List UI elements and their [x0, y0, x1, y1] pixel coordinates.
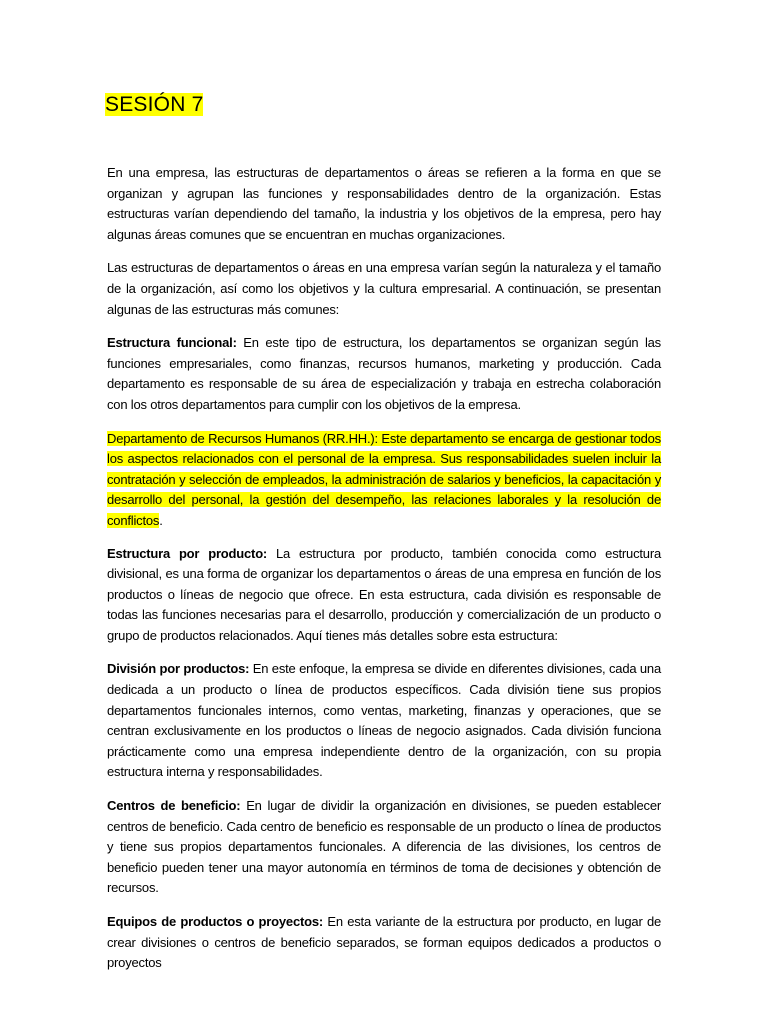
- paragraph-tail: .: [159, 512, 163, 528]
- highlighted-text: Departamento de Recursos Humanos (RR.HH.): Este departamento se encarga de gestionar todos los aspectos relacionados con el personal de la empresa. Sus responsabilidades suelen incluir la contratación y selección de empleados, la administración de salarios y beneficios, la capacitación y desarrollo del personal, la gestión del desempeño, las relaciones laborales y la resolución de conflictos: [107, 430, 661, 528]
- paragraph-lead: Estructura por producto:: [107, 545, 268, 561]
- paragraph-intro: [107, 163, 661, 245]
- paragraph-text: En una empresa, las estructuras de departamentos o áreas se refieren a la forma en que se organizan y agrupan las funciones y responsabilidades dentro de la organización. Estas estructuras varían dependiendo del tamaño, la industria y los objetivos de la empresa, pero hay algunas áreas comunes que se encuentran en muchas organizaciones.: [107, 165, 661, 242]
- paragraph-text: En este tipo de estructura, los departamentos se organizan según las funciones empresariales, como finanzas, recursos humanos, marketing y producción. Cada departamento es responsable de su área de especialización y trabaja en estrecha colaboración con los otros departamentos para cumplir con los objetivos de la empresa.: [107, 335, 661, 412]
- paragraph-lead: División por productos:: [107, 661, 250, 677]
- paragraph-text: La estructura por producto, también conocida como estructura divisional, es una forma de organizar los departamentos o áreas de una empresa en función de los productos o líneas de negocio que ofrece. En esta estructura, cada división es responsable de todas las funciones necesarias para el desarrollo, producción y comercialización de un producto o grupo de productos relacionados. Aquí tienes más detalles sobre esta estructura:: [107, 545, 661, 643]
- paragraph-lead: Centros de beneficio:: [107, 798, 241, 814]
- paragraph-text: En este enfoque, la empresa se divide en diferentes divisiones, cada una dedicada a un producto o línea de productos específicos. Cada división tiene sus propios departamentos funcionales internos, como ventas, marketing, finanzas y operaciones, que se centran exclusivamente en los productos o líneas de negocio asignados. Cada división funciona prácticamente como una empresa independiente dentro de la organización, con su propia estructura interna y responsabilidades.: [107, 661, 661, 780]
- paragraph-structures: [107, 258, 661, 320]
- paragraph-product-structure: [107, 544, 661, 647]
- paragraph-product-teams: [107, 912, 661, 974]
- paragraph-functional-structure: [107, 333, 661, 415]
- document-body: [107, 163, 661, 987]
- paragraph-hr-department: [107, 429, 661, 532]
- paragraph-lead: Equipos de productos o proyectos:: [107, 914, 324, 929]
- session-title-text: SESIÓN 7: [105, 93, 204, 116]
- paragraph-product-division: [107, 659, 661, 783]
- paragraph-text: En lugar de dividir la organización en divisiones, se pueden establecer centros de beneficio. Cada centro de beneficio es responsable de un producto o línea de productos y tiene sus propios departamentos funcionales. A diferencia de las divisiones, los centros de beneficio pueden tener una mayor autonomía en términos de toma de decisiones y obtención de recursos.: [107, 798, 661, 896]
- session-title: [105, 91, 203, 119]
- paragraph-text: Las estructuras de departamentos o áreas en una empresa varían según la naturaleza y el tamaño de la organización, así como los objetivos y la cultura empresarial. A continuación, se presentan algunas de las estructuras más comunes:: [107, 260, 661, 317]
- paragraph-lead: Estructura funcional:: [107, 335, 237, 351]
- paragraph-text: En esta variante de la estructura por producto, en lugar de crear divisiones o centros de beneficio separados, se forman equipos dedicados a productos o proyectos: [107, 914, 662, 971]
- paragraph-profit-centers: [107, 796, 661, 899]
